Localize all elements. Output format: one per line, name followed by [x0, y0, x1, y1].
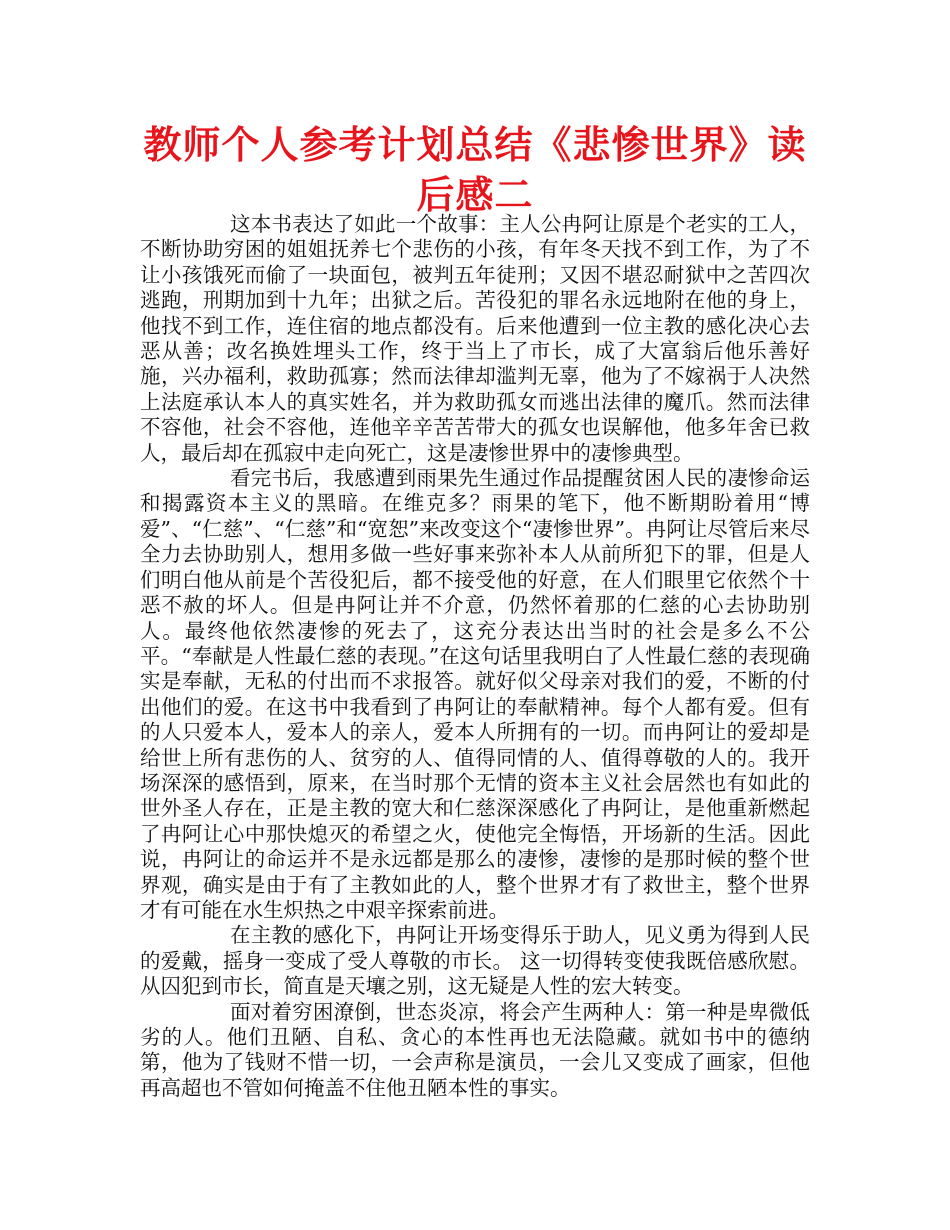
paragraph-1: 这本书表达了如此一个故事：主人公冉阿让原是个老实的工人，不断协助穷困的姐姐抚养七个悲伤的小孩，有年冬天找不到工作，为了不让小孩饿死而偷了一块面包，被判五年徒刑；又因不堪忍耐狱中之苦四次逃跑，刑期加到十九年；出狱之后。苦役犯的罪名永远地附在他的身上，他找不到工作，连住宿的地点都没有。后来他遭到一位主教的感化决心去恶从善；改名换姓埋头工作，终于当上了市长，成了大富翁后他乐善好施，兴办福利，救助孤寡；然而法律却滥判无辜，他为了不嫁祸于人决然上法庭承认本人的真实姓名，并为救助孤女而逃出法律的魔爪。然而法律不容他，社会不容他，连他辛辛苦苦带大的孤女也误解他，他多年舍已救人，最后却在孤寂中走向死亡，这是凄惨世界中的凄惨典型。: [140, 212, 810, 465]
paragraph-4: 面对着穷困潦倒，世态炎凉，将会产生两种人：第一种是卑微低劣的人。他们丑陋、自私、贪心的本性再也无法隐藏。就如书中的德纳第，他为了钱财不惜一切，一会声称是演员，一会儿又变成了画家，但他再高超也不管如何掩盖不住他丑陋本性的事实。: [140, 999, 810, 1100]
document-body: [140, 212, 810, 1101]
document-title: 教师个人参考计划总结《悲惨世界》读后感二: [143, 123, 807, 217]
paragraph-2: 看完书后，我感遭到雨果先生通过作品提醒贫困人民的凄惨命运和揭露资本主义的黑暗。在维克多？雨果的笔下，他不断期盼着用“博爱”、“仁慈”、“仁慈”和“宽恕”来改变这个“凄惨世界”。冉阿让尽管后来尽全力去协助别人，想用多做一些好事来弥补本人从前所犯下的罪，但是人们明白他从前是个苦役犯后，都不接受他的好意，在人们眼里它依然个十恶不赦的坏人。但是冉阿让并不介意，仍然怀着那的仁慈的心去协助别人。最终他依然凄惨的死去了，这充分表达出当时的社会是多么不公平。“奉献是人性最仁慈的表现。”在这句话里我明白了人性最仁慈的表现确实是奉献，无私的付出而不求报答。就好似父母亲对我们的爱，不断的付出他们的爱。在这书中我看到了冉阿让的奉献精神。每个人都有爱。但有的人只爱本人，爱本人的亲人，爱本人所拥有的一切。而冉阿让的爱却是给世上所有悲伤的人、贫穷的人、值得同情的人、值得尊敬的人的。我开场深深的感悟到，原来，在当时那个无情的资本主义社会居然也有如此的世外圣人存在，正是主教的宽大和仁慈深深感化了冉阿让，是他重新燃起了冉阿让心中那快熄灭的希望之火，使他完全悔悟，开场新的生活。因此说，冉阿让的命运并不是永远都是那么的凄惨，凄惨的是那时候的整个世界观，确实是由于有了主教如此的人，整个世界才有了救世主，整个世界才有可能在水生炽热之中艰辛探索前进。: [140, 466, 810, 922]
paragraph-3: 在主教的感化下，冉阿让开场变得乐于助人，见义勇为得到人民的爱戴，摇身一变成了受人尊敬的市长。 这一切得转变使我既倍感欣慰。从囚犯到市长，简直是天壤之别，这无疑是人性的宏大转变。: [140, 923, 810, 999]
